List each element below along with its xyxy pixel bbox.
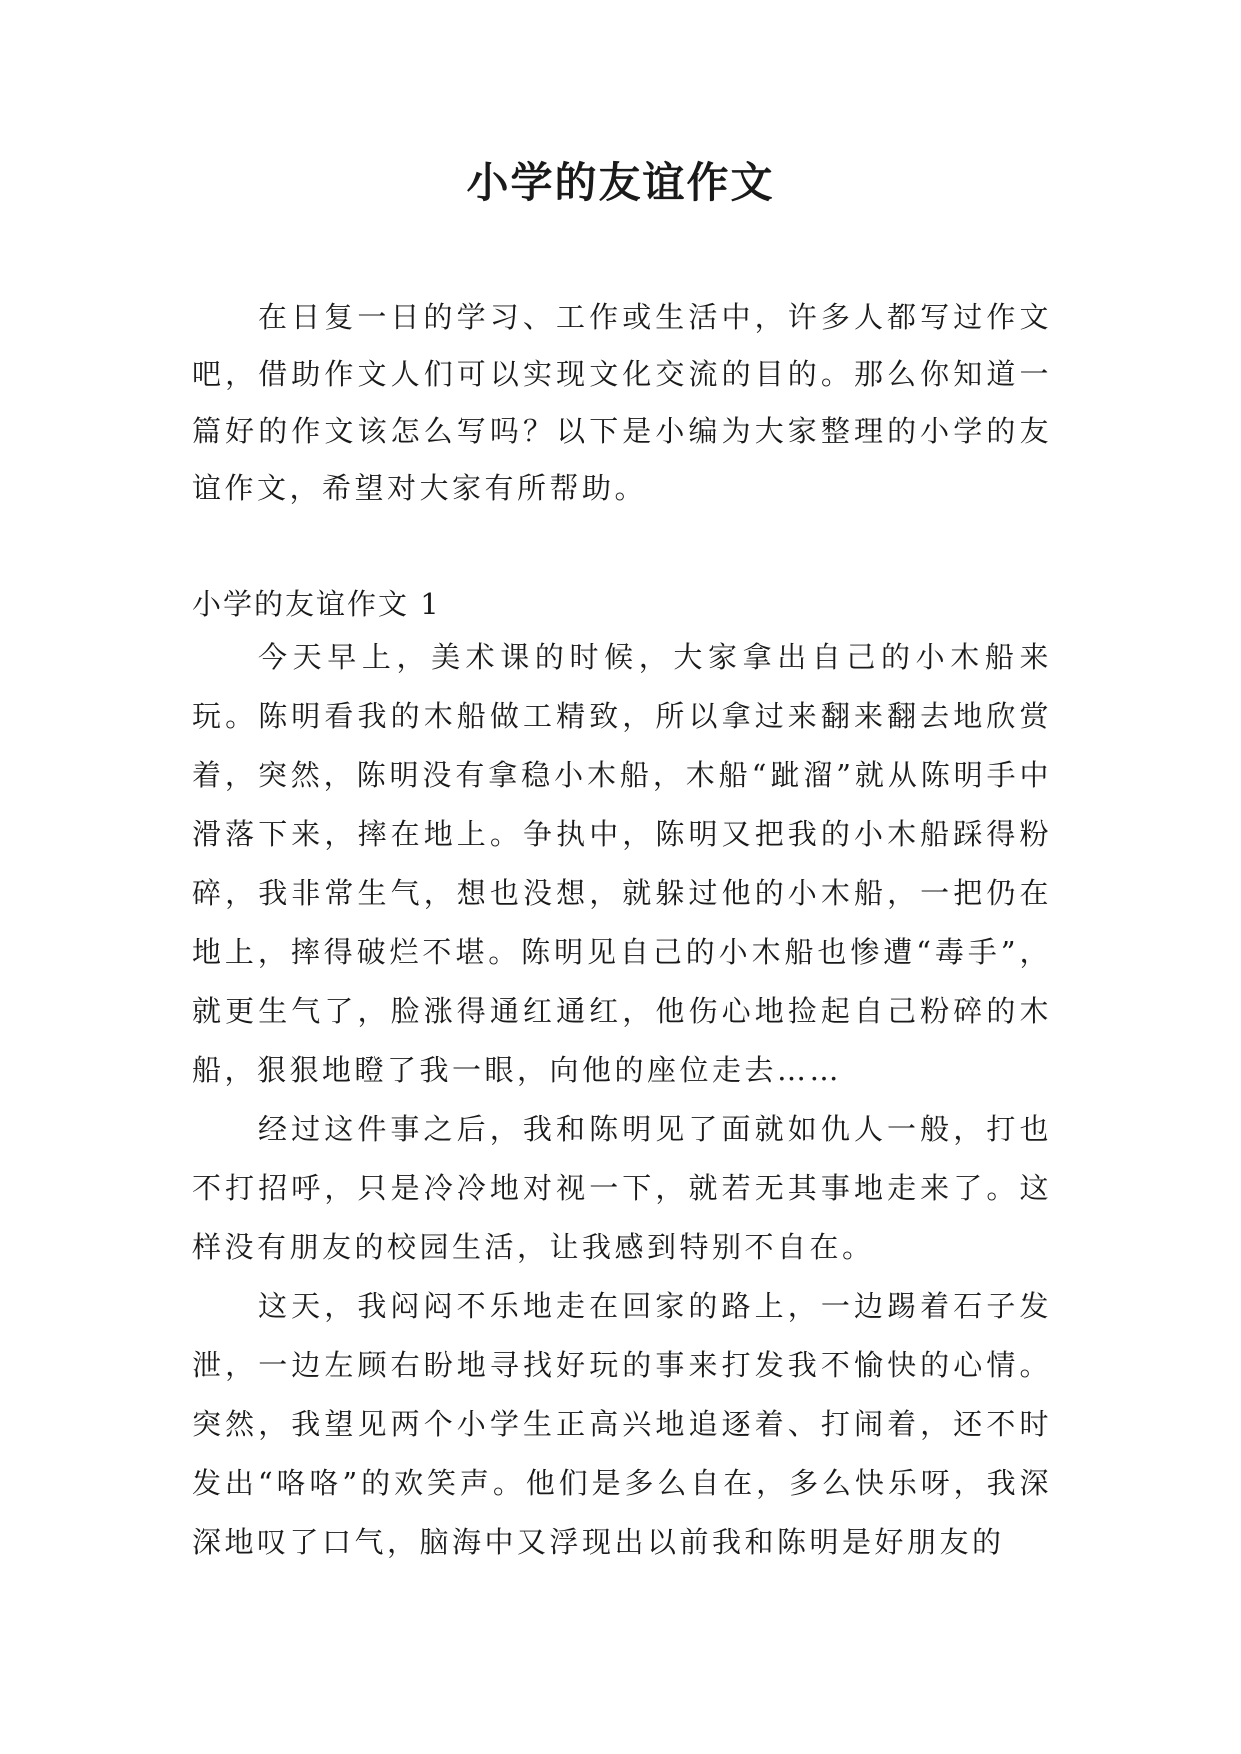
document-title: 小学的友谊作文 [466, 158, 775, 207]
intro-paragraph: 在日复一日的学习、工作或生活中，许多人都写过作文吧，借助作文人们可以实现文化交流的目的。那么你知道一篇好的作文该怎么写吗？以下是小编为大家整理的小学的友谊作文，希望对大家有所帮助。 [192, 300, 1052, 505]
body-paragraph: 这天，我闷闷不乐地走在回家的路上，一边踢着石子发泄，一边左顾右盼地寻找好玩的事来打发我不愉快的心情。突然，我望见两个小学生正高兴地追逐着、打闹着，还不时发出“咯咯”的欢笑声。他们是多么自在，多么快乐呀，我深深地叹了口气，脑海中又浮现出以前我和陈明是好朋友的 [192, 1289, 1052, 1559]
intro-block [192, 289, 1052, 517]
body-paragraph: 今天早上，美术课的时候，大家拿出自己的小木船来玩。陈明看我的木船做工精致，所以拿过来翻来翻去地欣赏着，突然，陈明没有拿稳小木船，木船“跐溜”就从陈明手中滑落下来，摔在地上。争执中，陈明又把我的小木船踩得粉碎，我非常生气，想也没想，就躲过他的小木船，一把仍在地上，摔得破烂不堪。陈明见自己的小木船也惨遭“毒手”，就更生气了，脸涨得通红通红，他伤心地捡起自己粉碎的木船，狠狠地瞪了我一眼，向他的座位走去…… [192, 640, 1052, 1087]
essay-section [192, 580, 1052, 1572]
section-heading: 小学的友谊作文 1 [192, 587, 441, 621]
body-paragraph: 经过这件事之后，我和陈明见了面就如仇人一般，打也不打招呼，只是冷冷地对视一下，就若无其事地走来了。这样没有朋友的校园生活，让我感到特别不自在。 [192, 1112, 1052, 1264]
